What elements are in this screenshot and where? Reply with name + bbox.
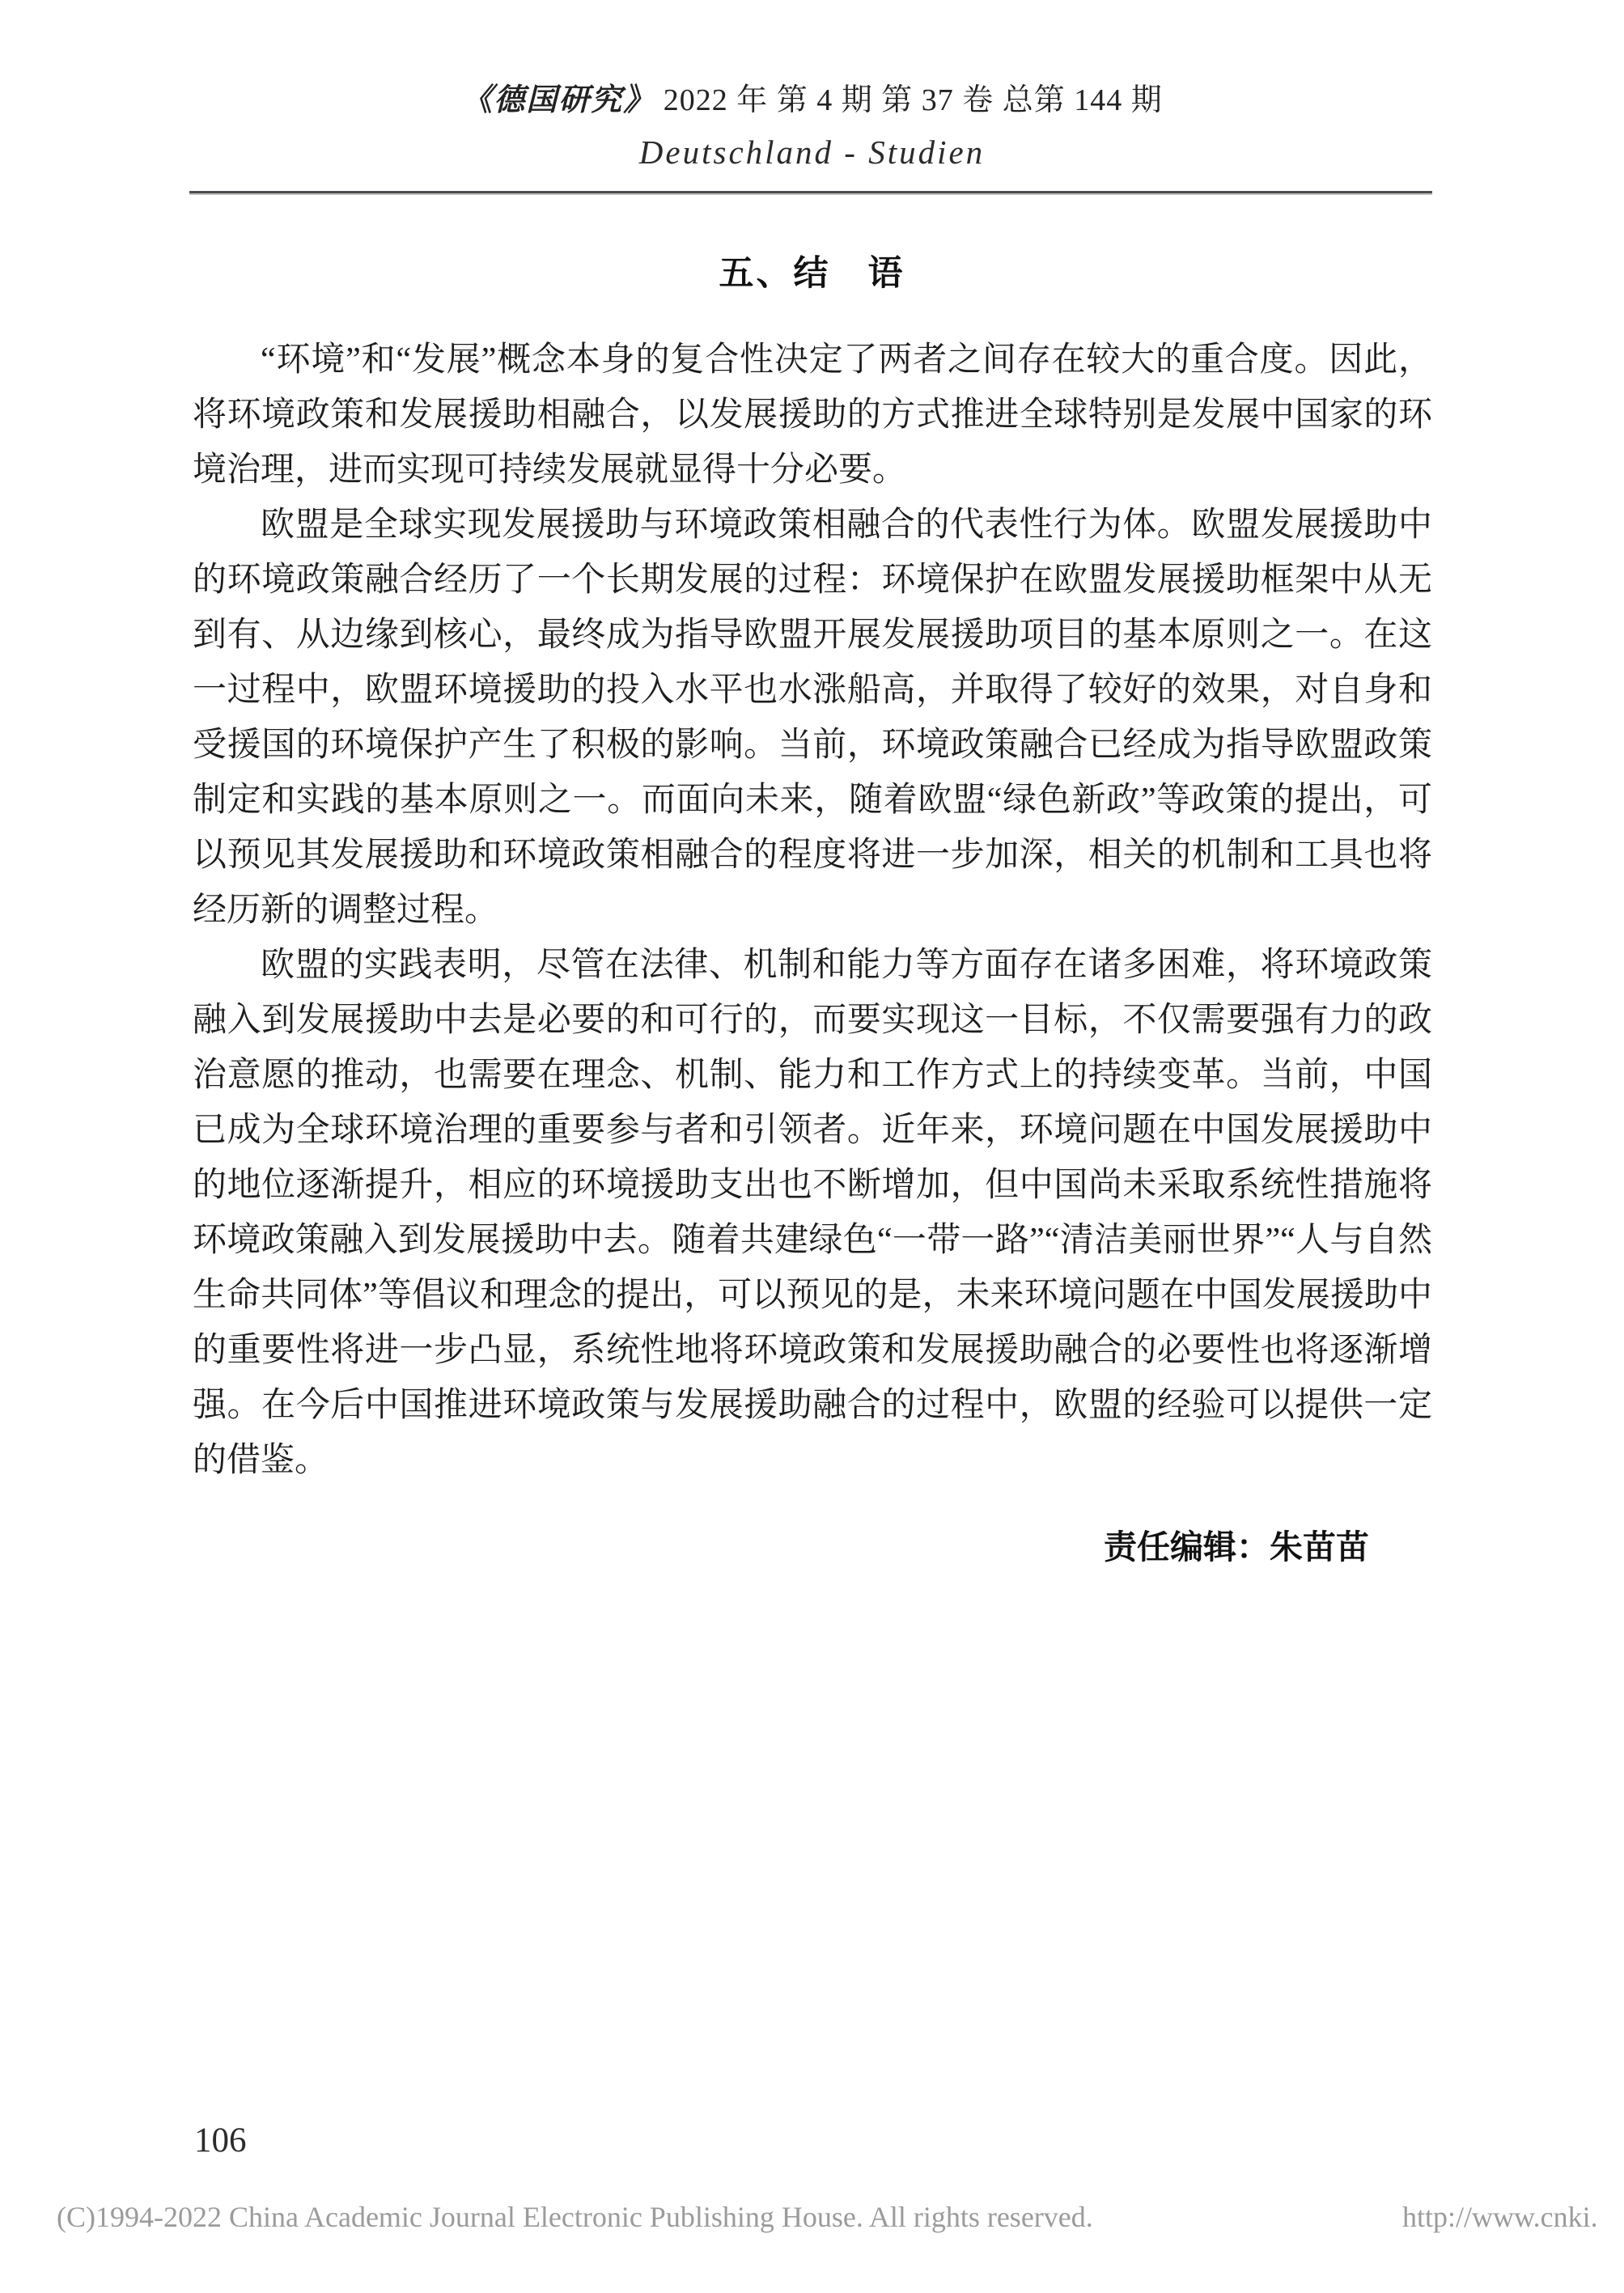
journal-header-line bbox=[0, 83, 1624, 118]
paragraph-2: 欧盟是全球实现发展援助与环境政策相融合的代表性行为体。欧盟发展援助中的环境政策融合经历了一个长期发展的过程：环境保护在欧盟发展援助框架中从无到有、从边缘到核心，最终成为指导欧盟开展发展援助项目的基本原则之一。在这一过程中，欧盟环境援助的投入水平也水涨船高，并取得了较好的效果，对自身和受援国的环境保护产生了积极的影响。当前，环境政策融合已经成为指导欧盟政策制定和实践的基本原则之一。而面向未来，随着欧盟“绿色新政”等政策的提出，可以预见其发展援助和环境政策相融合的程度将进一步加深，相关的机制和工具也将经历新的调整过程。 bbox=[193, 506, 1432, 929]
journal-issue-info: 2022 年 第 4 期 第 37 卷 总第 144 期 bbox=[663, 83, 1163, 117]
section-heading: 五、结 语 bbox=[719, 254, 905, 293]
copyright-footer bbox=[0, 2200, 1624, 2240]
paragraph-3: 欧盟的实践表明，尽管在法律、机制和能力等方面存在诸多困难，将环境政策融入到发展援助中去是必要的和可行的，而要实现这一目标，不仅需要强有力的政治意愿的推动，也需要在理念、机制、能力和工作方式上的持续变革。当前，中国已成为全球环境治理的重要参与者和引领者。近年来，环境问题在中国发展援助中的地位逐渐提升，相应的环境援助支出也不断增加，但中国尚未采取系统性措施将环境政策融入到发展援助中去。随着共建绿色“一带一路”“清洁美丽世界”“人与自然生命共同体”等倡议和理念的提出，可以预见的是，未来环境问题在中国发展援助中的重要性将进一步凸显，系统性地将环境政策和发展援助融合的必要性也将逐渐增强。在今后中国推进环境政策与发展援助融合的过程中，欧盟的经验可以提供一定的借鉴。 bbox=[193, 947, 1432, 1479]
journal-title: 《德国研究》 bbox=[461, 83, 656, 117]
journal-subtitle: Deutschland - Studien bbox=[638, 134, 986, 171]
responsible-editor-line: 责任编辑：朱苗苗 bbox=[1104, 1528, 1369, 1566]
paragraph-1: “环境”和“发展”概念本身的复合性决定了两者之间存在较大的重合度。因此，将环境政策和发展援助相融合，以发展援助的方式推进全球特别是发展中国家的环境治理，进而实现可持续发展就显得十分必要。 bbox=[193, 341, 1432, 489]
footer-copyright-text: (C)1994-2022 China Academic Journal Electronic Publishing House. All rights reserved. bbox=[57, 2201, 1093, 2233]
article-body bbox=[193, 333, 1432, 1488]
footer-cnki-url: http://www.cnki. bbox=[1402, 2201, 1598, 2233]
header-divider bbox=[189, 191, 1432, 195]
page-number: 106 bbox=[194, 2121, 247, 2159]
